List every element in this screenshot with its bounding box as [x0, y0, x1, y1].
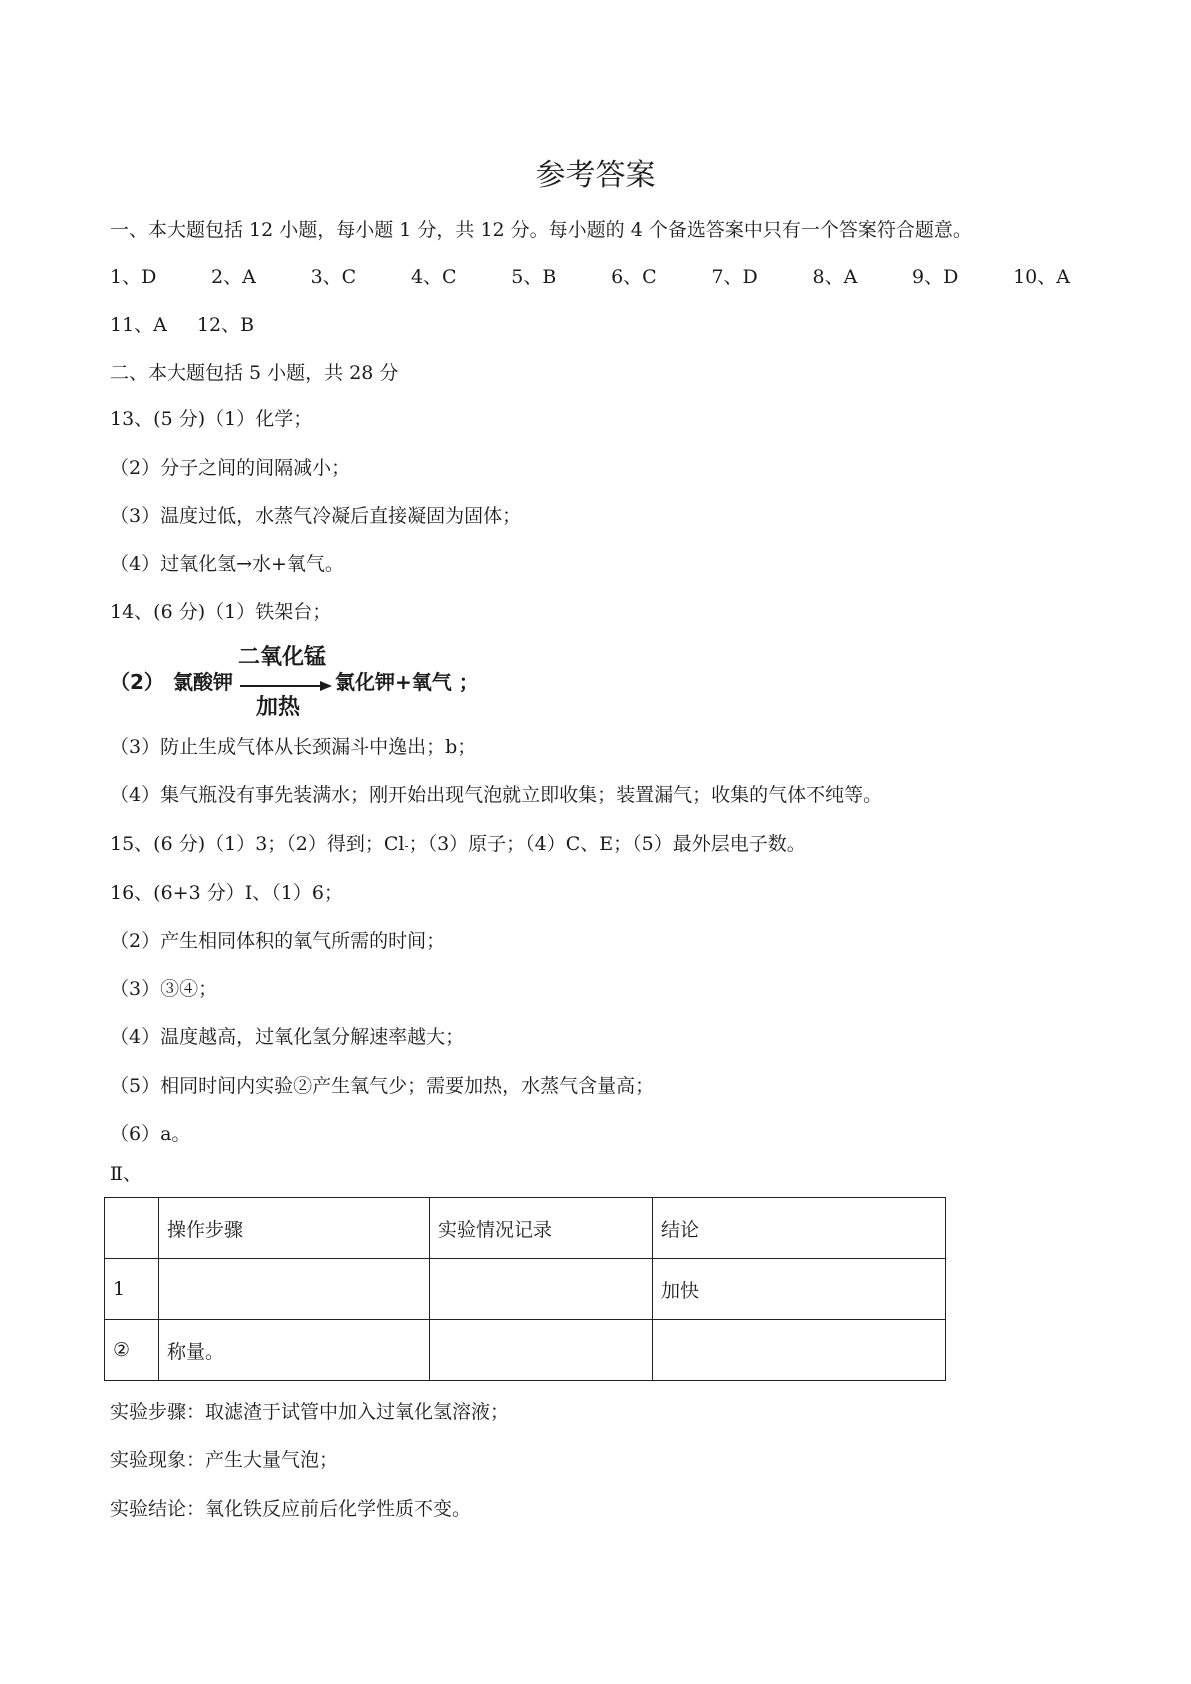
q15-text-post: ；（3）原子；（4）C、E；（5）最外层电子数。: [408, 833, 806, 855]
experiment-steps: 实验步骤：取滤渣于试管中加入过氧化氢溶液；: [110, 1401, 510, 1423]
mcq-answers-row2: [110, 313, 278, 337]
equation-reactant: 氯酸钾: [173, 670, 233, 694]
q15-text-pre: 15、(6 分)（1）3；（2）得到；Cl: [110, 833, 405, 855]
answer-10: 10、A: [1013, 266, 1070, 288]
answer-8: 8、A: [812, 266, 858, 288]
q13-line1: 13、(5 分)（1）化学；: [110, 408, 313, 430]
experiment-conclusion: 实验结论：氧化铁反应前后化学性质不变。: [110, 1498, 472, 1520]
equation-product: 氯化钾+氧气 ；: [335, 670, 479, 694]
experiment-phenomenon: 实验现象：产生大量气泡；: [110, 1449, 339, 1471]
q13-line3: （3）温度过低，水蒸气冷凝后直接凝固为固体；: [110, 505, 522, 527]
q16-line3: （3）③④；: [110, 978, 218, 1000]
table-header-row: [105, 1198, 946, 1259]
table-cell: [159, 1259, 430, 1320]
table-cell: ②: [105, 1320, 159, 1381]
answer-7: 7、D: [711, 266, 758, 288]
answer-1: 1、D: [110, 266, 157, 288]
table-cell: [653, 1320, 946, 1381]
answer-5: 5、B: [511, 266, 557, 288]
answer-3: 3、C: [310, 266, 357, 288]
table-cell: [430, 1259, 653, 1320]
answer-11: 11、A: [110, 314, 167, 336]
q16-line2: （2）产生相同体积的氧气所需的时间；: [110, 930, 446, 952]
q16-line4: （4）温度越高，过氧化氢分解速率越大；: [110, 1026, 465, 1048]
q15-line: [110, 832, 806, 858]
answer-9: 9、D: [912, 266, 959, 288]
q16-line5: （5）相同时间内实验②产生氧气少；需要加热，水蒸气含量高；: [110, 1075, 655, 1097]
reaction-equation: [110, 640, 490, 720]
table-header-cell: [105, 1198, 159, 1259]
q13-line4: （4）过氧化氢→水+氧气。: [110, 553, 344, 575]
table-header-cell: 实验情况记录: [430, 1198, 653, 1259]
page-title: 参考答案: [535, 158, 656, 193]
section1-heading: 一、本大题包括 12 小题，每小题 1 分，共 12 分。每小题的 4 个备选答案中只有一个答案符合题意。: [110, 219, 972, 241]
q16-part2-label: Ⅱ、: [110, 1163, 142, 1185]
q14-line1: 14、(6 分)（1）铁架台；: [110, 601, 332, 623]
table-row: [105, 1320, 946, 1381]
table-cell: 1: [105, 1259, 159, 1320]
q14-line4: （4）集气瓶没有事先装满水；刚开始出现气泡就立即收集；装置漏气；收集的气体不纯等。: [110, 784, 883, 806]
answer-12: 12、B: [196, 314, 255, 336]
section2-heading: 二、本大题包括 5 小题，共 28 分: [110, 362, 399, 384]
table-row: [105, 1259, 946, 1320]
q14-line3: （3）防止生成气体从长颈漏斗中逸出；b；: [110, 736, 477, 758]
answer-6: 6、C: [611, 266, 657, 288]
answer-2: 2、A: [211, 266, 256, 288]
q16-line1: 16、(6+3 分）Ⅰ、（1）6；: [110, 882, 343, 904]
table-cell: 称量。: [159, 1320, 430, 1381]
experiment-table: [104, 1197, 946, 1381]
equation-heat: 加热: [256, 695, 301, 720]
table-cell: 加快: [653, 1259, 946, 1320]
answer-4: 4、C: [410, 266, 457, 288]
table-header-cell: 结论: [653, 1198, 946, 1259]
q13-line2: （2）分子之间的间隔减小；: [110, 457, 351, 479]
q15-charge: -: [404, 839, 409, 853]
q16-line6: （6）a。: [110, 1123, 191, 1145]
equation-catalyst: 二氧化锰: [238, 645, 327, 670]
table-cell: [430, 1320, 653, 1381]
table-header-cell: 操作步骤: [159, 1198, 430, 1259]
mcq-answers-row1: [110, 265, 1070, 289]
equation-prefix: （2）: [110, 670, 164, 694]
